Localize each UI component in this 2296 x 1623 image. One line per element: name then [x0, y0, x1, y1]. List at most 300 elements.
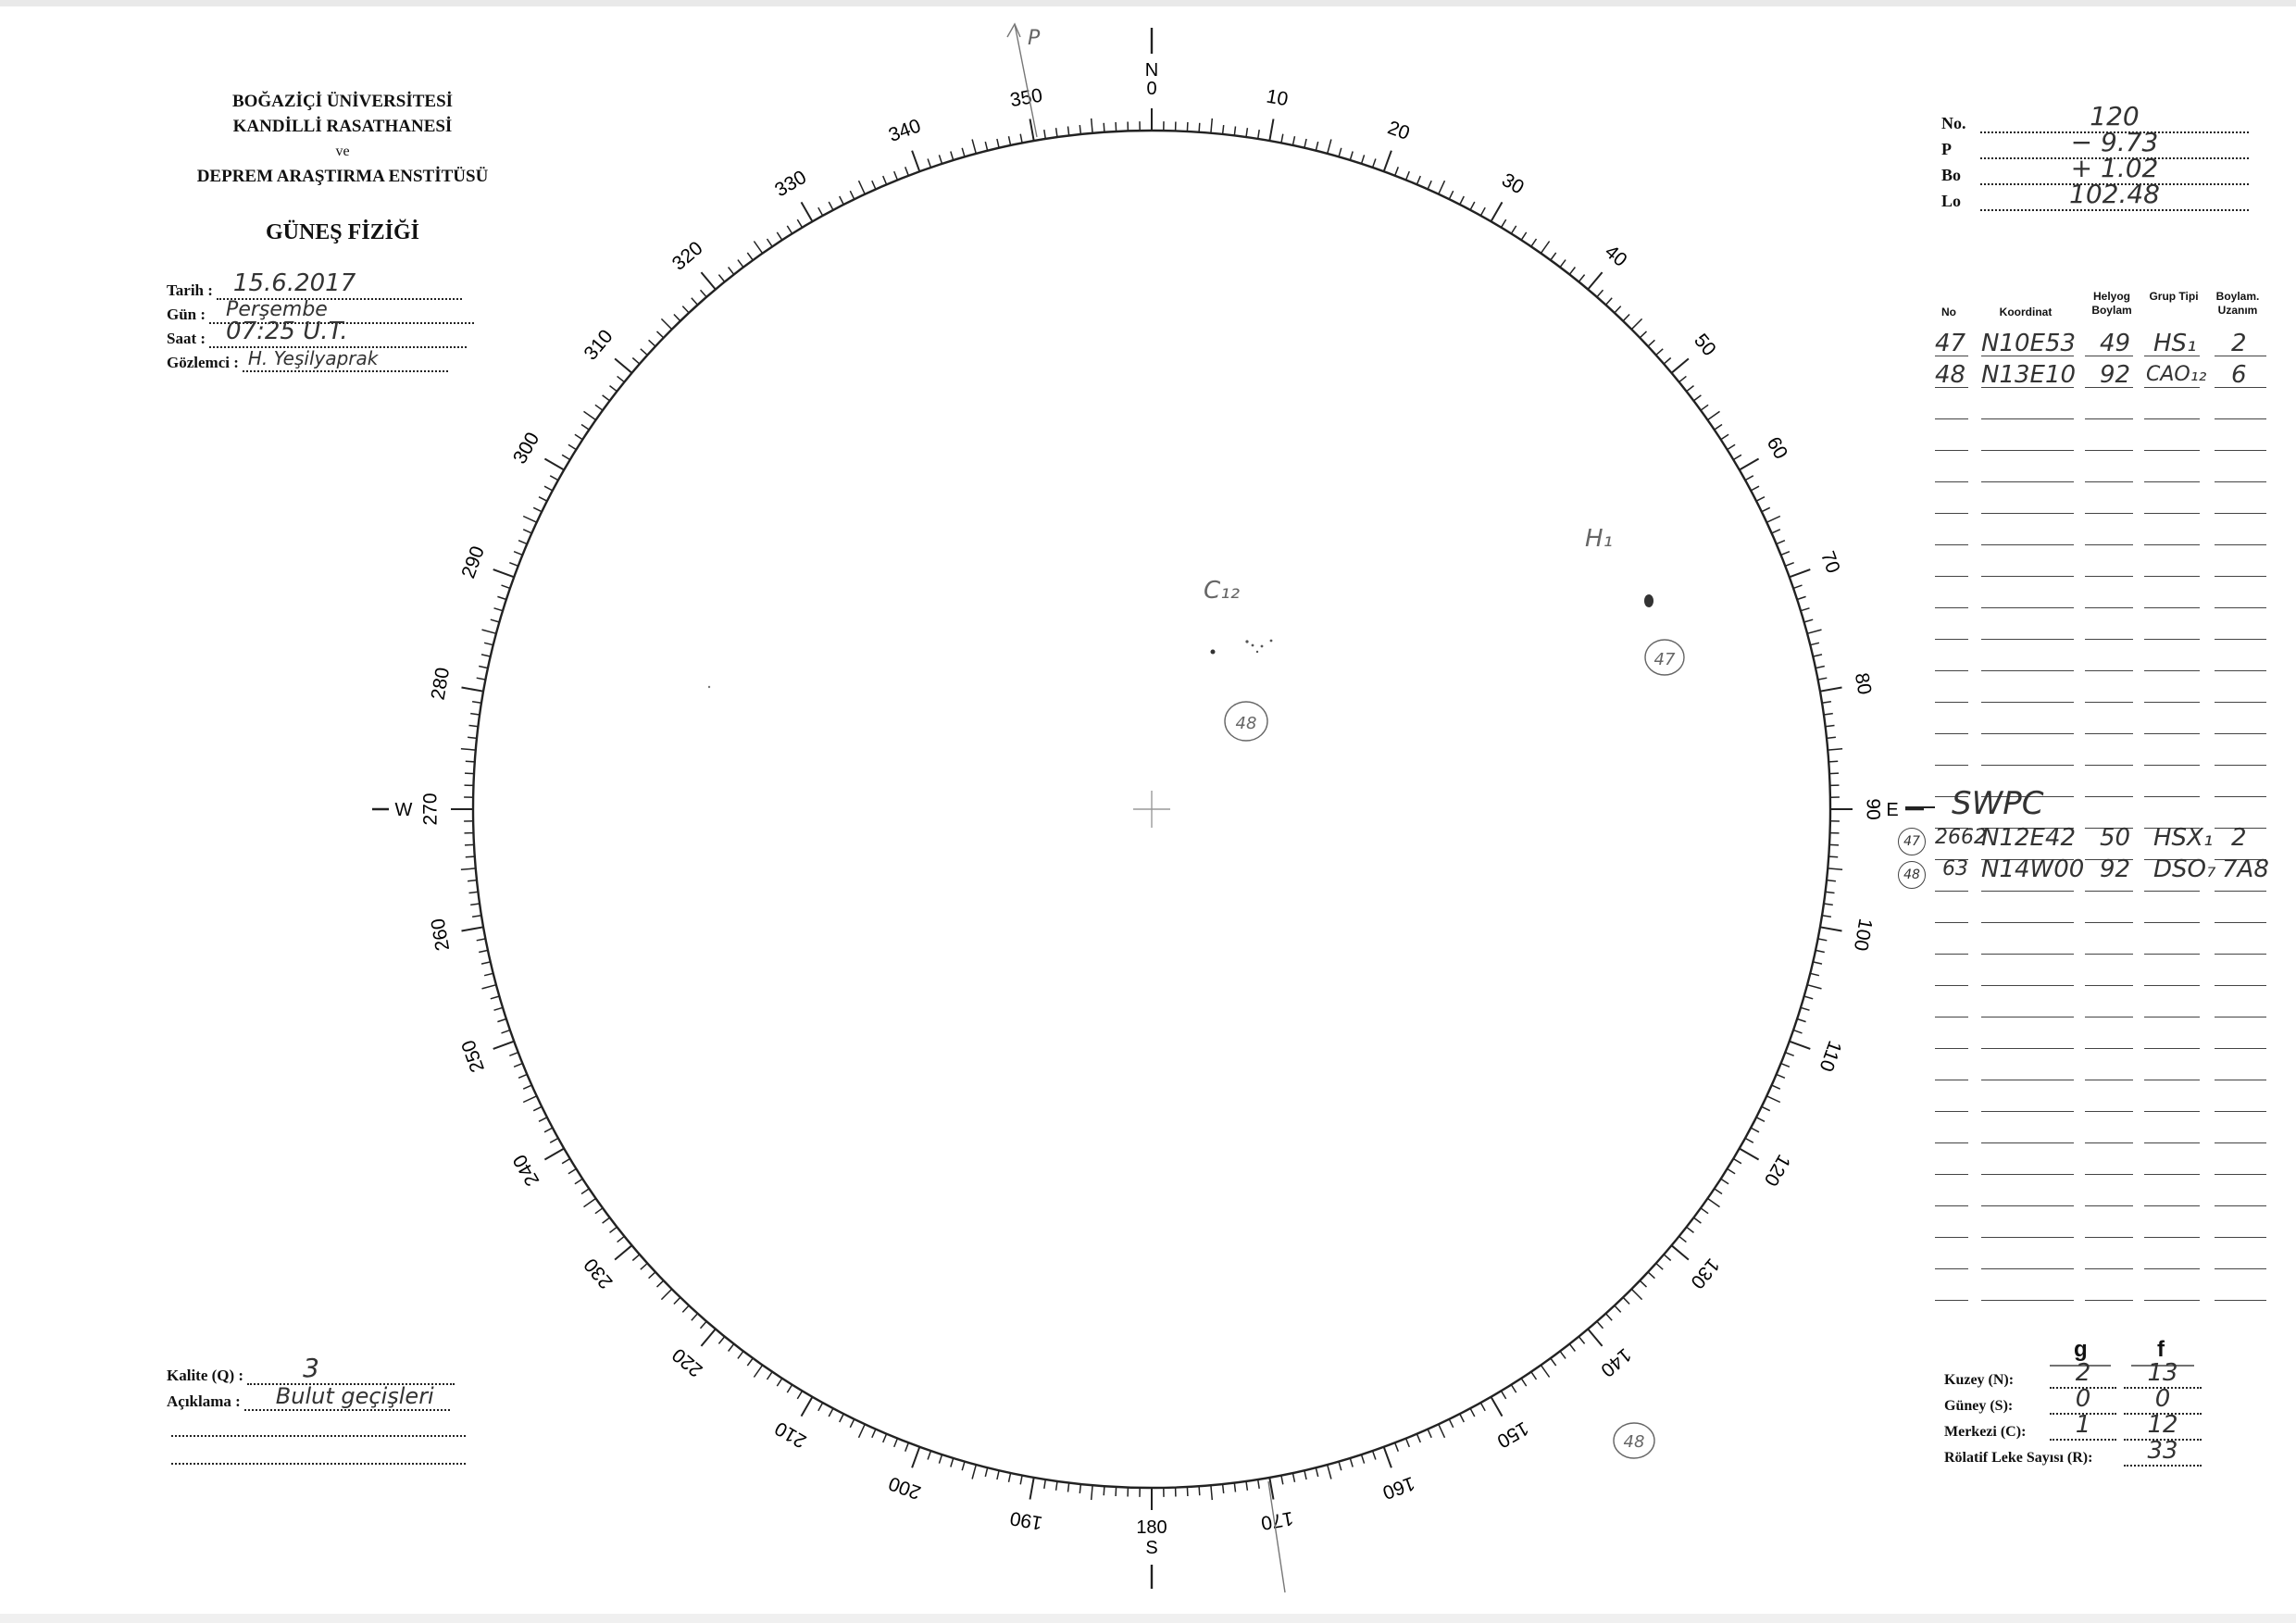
degree-tick — [494, 1007, 504, 1010]
count-relative-label: Rölatif Leke Sayısı (R): — [1944, 1450, 2093, 1466]
degree-tick — [1781, 552, 1790, 556]
degree-tick — [509, 563, 518, 567]
degree-tick — [1751, 486, 1759, 491]
degree-tick — [544, 1149, 564, 1160]
degree-tick — [951, 152, 954, 161]
swpc-row2-koordinat: N14W00 — [1981, 855, 2085, 883]
swpc-row1-tip: HSX₁ — [2153, 824, 2214, 852]
degree-tick — [894, 171, 898, 180]
degree-tick — [1790, 1042, 1811, 1049]
degree-tick — [466, 856, 475, 857]
institution-line-3: ve — [335, 144, 350, 159]
degree-tick — [1797, 596, 1806, 599]
degree-tick — [1656, 349, 1664, 356]
kalite-label: Kalite (Q) : — [167, 1367, 244, 1384]
degree-tick — [1480, 207, 1485, 216]
sunspot-c12-dot — [1252, 644, 1254, 647]
degree-tick — [1813, 962, 1822, 964]
degree-tick — [1721, 434, 1728, 440]
sunspot-c12-dot — [1261, 645, 1264, 648]
degree-label: 210 — [771, 1417, 810, 1453]
degree-tick — [939, 1454, 942, 1464]
swpc-row2-no: 63 — [1942, 857, 1968, 880]
degree-tick — [615, 1245, 631, 1259]
degree-tick — [701, 290, 707, 297]
degree-tick — [928, 1451, 930, 1459]
degree-tick — [1733, 1159, 1741, 1164]
degree-tick — [1316, 1467, 1317, 1477]
degree-tick — [1827, 737, 1836, 738]
degree-tick — [497, 596, 506, 599]
param-no-value: 120 — [2090, 101, 2140, 131]
degree-tick — [829, 202, 833, 210]
degree-tick — [618, 376, 625, 381]
degree-tick — [1395, 167, 1399, 175]
degree-label: 20 — [1384, 117, 1413, 144]
extra-circle-48-text: 48 — [1623, 1432, 1645, 1452]
degree-label: 160 — [1379, 1472, 1418, 1504]
degree-tick — [1079, 1484, 1080, 1493]
kalite-line — [247, 1353, 455, 1385]
degree-tick — [818, 207, 823, 216]
degree-tick — [674, 315, 680, 321]
degree-tick — [514, 552, 522, 556]
degree-label: 310 — [580, 325, 618, 365]
degree-tick — [747, 1358, 753, 1366]
degree-tick — [1258, 1479, 1260, 1489]
degree-tick — [1828, 868, 1842, 869]
degree-tick — [1384, 1447, 1391, 1468]
degree-tick — [632, 358, 640, 365]
degree-tick — [1762, 507, 1770, 511]
degree-tick — [479, 950, 488, 952]
sunspot-h1 — [1644, 594, 1653, 607]
degree-tick — [523, 1085, 531, 1089]
degree-tick — [562, 455, 570, 459]
degree-tick — [1751, 1128, 1759, 1132]
degree-tick — [1606, 298, 1613, 306]
degree-tick — [682, 306, 689, 313]
count-relative-line — [2124, 1437, 2202, 1467]
param-bo-label: Bo — [1941, 166, 1962, 184]
degree-tick — [1664, 1255, 1671, 1261]
degree-tick — [985, 142, 987, 151]
tarih-value: 15.6.2017 — [232, 269, 356, 297]
degree-label: 270 — [419, 793, 442, 826]
count-guney-f: 0 — [2154, 1385, 2171, 1413]
swpc-row2-ref: 48 — [1898, 861, 1926, 889]
degree-tick — [1816, 667, 1825, 668]
degree-tick — [802, 1397, 813, 1417]
degree-tick — [1606, 1314, 1613, 1321]
degree-tick — [1745, 476, 1753, 481]
institution-line-2: KANDİLLİ RASATHANESİ — [232, 117, 453, 136]
degree-label: 30 — [1498, 169, 1528, 199]
degree-tick — [859, 181, 866, 194]
degree-tick — [1551, 1358, 1556, 1366]
degree-tick — [1428, 181, 1431, 189]
degree-tick — [1829, 773, 1839, 774]
count-guney-label: Güney (S): — [1944, 1398, 2014, 1414]
degree-tick — [1804, 619, 1814, 622]
degree-tick — [767, 1372, 773, 1380]
north-letter: N — [1144, 60, 1159, 81]
degree-tick — [1304, 139, 1306, 148]
degree-tick — [1480, 1403, 1485, 1411]
degree-tick — [1707, 1198, 1719, 1206]
degree-tick — [905, 167, 909, 175]
degree-label: 60 — [1762, 433, 1792, 463]
degree-label: 330 — [771, 166, 810, 202]
form-title: GÜNEŞ FİZİĞİ — [265, 220, 420, 244]
degree-label: 320 — [668, 237, 707, 275]
degree-tick — [1578, 275, 1584, 282]
degree-tick — [1672, 1245, 1689, 1259]
degree-tick — [615, 358, 631, 372]
gozlemci-value: H. Yeşilyaprak — [247, 347, 379, 369]
degree-tick — [595, 405, 603, 410]
degree-tick — [462, 688, 484, 692]
degree-tick — [1460, 1414, 1465, 1422]
south-letter: S — [1145, 1538, 1158, 1558]
degree-tick — [1470, 202, 1475, 210]
degree-tick — [1316, 142, 1317, 151]
count-header-f: f — [2157, 1337, 2165, 1362]
param-p-label: P — [1941, 140, 1952, 158]
degree-tick — [1439, 1424, 1445, 1438]
count-merkezi-g: 1 — [2075, 1411, 2091, 1439]
degree-tick — [1187, 122, 1188, 131]
p-axis-label: P — [1028, 27, 1041, 50]
group-label-c12: C₁₂ — [1204, 577, 1240, 605]
degree-tick — [850, 191, 854, 199]
degree-tick — [1756, 1117, 1765, 1122]
group-label-h1: H₁ — [1585, 525, 1613, 553]
degree-tick — [718, 1337, 724, 1344]
degree-tick — [701, 1330, 715, 1346]
degree-tick — [754, 242, 762, 254]
degree-tick — [575, 1179, 582, 1184]
count-merkezi-label: Merkezi (C): — [1944, 1424, 2027, 1440]
sunspot-c12-dot — [1256, 651, 1258, 653]
degree-tick — [1491, 1397, 1503, 1417]
degree-tick — [465, 773, 474, 774]
degree-tick — [1648, 340, 1654, 346]
degree-tick — [1807, 630, 1822, 633]
degree-tick — [951, 1458, 954, 1467]
degree-tick — [497, 1019, 506, 1022]
degree-tick — [1560, 1351, 1566, 1358]
degree-tick — [481, 655, 491, 656]
degree-tick — [484, 973, 493, 975]
degree-tick — [1766, 1096, 1780, 1103]
swpc-row2-tip: DSO₇ — [2153, 855, 2216, 883]
degree-tick — [632, 1255, 640, 1261]
degree-tick — [641, 1264, 648, 1270]
degree-tick — [584, 1198, 596, 1206]
kalite-value: 3 — [303, 1353, 319, 1383]
degree-tick — [1781, 1064, 1790, 1067]
degree-tick — [1030, 119, 1034, 142]
degree-tick — [928, 159, 930, 168]
degree-tick — [1822, 916, 1831, 918]
degree-tick — [1460, 196, 1465, 205]
degree-tick — [1785, 1053, 1793, 1056]
degree-tick — [491, 996, 500, 999]
degree-tick — [1373, 1451, 1376, 1459]
degree-tick — [1258, 130, 1260, 139]
degree-tick — [568, 1168, 577, 1173]
count-merkezi-f: 12 — [2147, 1411, 2178, 1439]
stray-mark — [708, 686, 710, 688]
degree-tick — [1339, 1462, 1341, 1471]
degree-tick — [1818, 678, 1828, 680]
south-180: 180 — [1136, 1517, 1167, 1538]
degree-tick — [997, 139, 999, 148]
degree-tick — [1810, 643, 1819, 644]
degree-tick — [912, 151, 919, 172]
degree-tick — [1044, 1479, 1046, 1489]
degree-label: 220 — [668, 1343, 707, 1381]
degree-tick — [1656, 1264, 1664, 1270]
degree-tick — [1328, 140, 1331, 155]
degree-tick — [1234, 127, 1235, 136]
degree-tick — [701, 272, 715, 289]
count-guney-g: 0 — [2075, 1385, 2091, 1413]
degree-tick — [618, 1236, 625, 1242]
param-lo-label: Lo — [1941, 192, 1962, 210]
degree-tick — [584, 411, 596, 419]
degree-tick — [797, 219, 802, 228]
count-relative-value: 33 — [2147, 1437, 2178, 1465]
degree-label: 50 — [1690, 330, 1720, 361]
degree-tick — [1801, 1007, 1810, 1010]
degree-tick — [1733, 455, 1741, 459]
degree-tick — [850, 1419, 854, 1428]
degree-tick — [797, 1391, 802, 1399]
degree-tick — [477, 939, 486, 941]
degree-tick — [518, 1074, 527, 1078]
degree-tick — [1350, 152, 1353, 161]
degree-tick — [1772, 530, 1780, 533]
degree-tick — [1502, 1391, 1506, 1399]
degree-tick — [802, 202, 813, 221]
degree-tick — [544, 459, 564, 470]
degree-tick — [1824, 714, 1833, 715]
degree-tick — [787, 226, 792, 234]
degree-label: 110 — [1815, 1038, 1846, 1075]
row1-uzanim: 2 — [2231, 330, 2247, 357]
degree-tick — [657, 331, 664, 338]
degree-tick — [859, 1424, 866, 1438]
count-header-g: g — [2074, 1337, 2088, 1362]
degree-tick — [1728, 444, 1736, 449]
degree-tick — [514, 1064, 522, 1067]
degree-tick — [1790, 569, 1811, 577]
degree-tick — [1211, 119, 1212, 133]
degree-label: 190 — [1008, 1506, 1044, 1534]
degree-tick — [962, 1462, 965, 1471]
degree-tick — [1828, 761, 1838, 762]
degree-tick — [1044, 130, 1046, 139]
degree-label: 140 — [1596, 1343, 1636, 1381]
degree-tick — [912, 1447, 919, 1468]
degree-tick — [1009, 136, 1011, 145]
degree-tick — [477, 678, 486, 680]
degree-tick — [1068, 1483, 1069, 1492]
degree-tick — [1822, 702, 1831, 704]
degree-tick — [1531, 239, 1537, 246]
degree-tick — [1521, 232, 1527, 240]
degree-tick — [1640, 331, 1646, 338]
degree-tick — [550, 476, 558, 481]
degree-tick — [1234, 1483, 1235, 1492]
degree-tick — [1521, 1379, 1527, 1386]
degree-tick — [1578, 1337, 1584, 1344]
degree-tick — [1826, 726, 1835, 727]
degree-tick — [539, 497, 547, 502]
degree-label: 80 — [1850, 671, 1876, 697]
sunspot-c12-leader — [1211, 650, 1216, 655]
degree-tick — [1648, 1272, 1654, 1279]
degree-tick — [1777, 541, 1785, 544]
degree-tick — [1756, 497, 1765, 502]
degree-tick — [1740, 459, 1759, 470]
degree-tick — [603, 1217, 610, 1223]
degree-tick — [1728, 1168, 1736, 1173]
row2-uzanim: 6 — [2231, 361, 2247, 389]
degree-tick — [1199, 1486, 1200, 1495]
count-kuzey-f: 13 — [2147, 1359, 2178, 1387]
degree-label: 230 — [580, 1254, 618, 1293]
degree-tick — [1511, 226, 1516, 234]
degree-tick — [729, 268, 734, 275]
degree-label: 10 — [1264, 85, 1290, 111]
aciklama-extra-line-1 — [171, 1435, 466, 1437]
degree-tick — [738, 1351, 743, 1358]
row1-boylam: 49 — [2100, 330, 2131, 357]
degree-tick — [610, 386, 618, 392]
degree-label: 290 — [457, 543, 489, 581]
degree-tick — [523, 1096, 537, 1103]
degree-tick — [1030, 1478, 1034, 1500]
degree-tick — [1187, 1487, 1188, 1496]
kalite-field[interactable] — [167, 1353, 455, 1385]
degree-tick — [1824, 904, 1833, 905]
degree-tick — [1350, 1458, 1353, 1467]
param-bo-value: + 1.02 — [2070, 153, 2159, 183]
west-letter: W — [394, 800, 413, 820]
tarih-label: Tarih : — [167, 281, 213, 299]
degree-tick — [729, 1344, 734, 1352]
degree-tick — [1020, 1476, 1022, 1485]
degree-tick — [1269, 119, 1273, 142]
degree-tick — [1707, 411, 1719, 419]
degree-tick — [657, 1280, 664, 1287]
swpc-row1-ref: 47 — [1898, 828, 1926, 855]
degree-tick — [1820, 688, 1842, 692]
degree-tick — [466, 761, 475, 762]
aciklama-value: Bulut geçişleri — [275, 1383, 434, 1409]
degree-tick — [1631, 1289, 1641, 1299]
degree-tick — [883, 176, 887, 184]
degree-tick — [777, 232, 782, 240]
degree-tick — [1664, 358, 1671, 365]
degree-label: 170 — [1259, 1506, 1295, 1534]
degree-tick — [494, 608, 504, 611]
degree-tick — [1701, 405, 1708, 410]
degree-tick — [539, 1117, 547, 1122]
degree-label: 200 — [885, 1472, 924, 1504]
degree-tick — [1449, 191, 1453, 199]
degree-tick — [674, 1297, 680, 1304]
degree-tick — [502, 1030, 510, 1033]
degree-tick — [562, 1159, 570, 1164]
degree-tick — [641, 349, 648, 356]
degree-tick — [649, 340, 655, 346]
degree-tick — [1541, 1365, 1549, 1377]
th-grup: Grup Tipi — [2149, 290, 2199, 303]
degree-tick — [468, 737, 477, 738]
degree-tick — [1623, 315, 1629, 321]
degree-tick — [1056, 128, 1057, 137]
degree-tick — [1827, 880, 1836, 881]
degree-tick — [1531, 1372, 1537, 1380]
degree-tick — [491, 619, 500, 622]
degree-tick — [1793, 585, 1802, 588]
degree-tick — [661, 318, 671, 329]
degree-tick — [1721, 1179, 1728, 1184]
degree-label: 150 — [1493, 1417, 1532, 1453]
degree-tick — [472, 702, 481, 704]
degree-tick — [718, 275, 724, 282]
degree-tick — [1828, 856, 1838, 857]
row1-no: 47 — [1935, 330, 1966, 357]
degree-label: 70 — [1816, 548, 1844, 577]
degree-tick — [1304, 1470, 1306, 1479]
group-circle-48-text: 48 — [1235, 714, 1257, 733]
degree-label: 300 — [508, 429, 544, 468]
degree-tick — [818, 1403, 823, 1411]
degree-tick — [692, 1314, 698, 1321]
degree-tick — [894, 1439, 898, 1447]
count-relative[interactable] — [1944, 1437, 2202, 1467]
degree-tick — [1693, 1217, 1701, 1223]
degree-tick — [701, 1321, 707, 1329]
degree-tick — [1569, 1344, 1575, 1352]
group-circle-47-text: 47 — [1653, 650, 1676, 669]
row1-koordinat: N10E53 — [1981, 330, 2077, 357]
degree-tick — [465, 844, 474, 845]
degree-tick — [1009, 1473, 1011, 1482]
degree-tick — [472, 916, 481, 918]
degree-tick — [468, 880, 477, 881]
count-merkezi-g-line — [2050, 1411, 2116, 1441]
degree-tick — [1597, 1321, 1603, 1329]
degree-tick — [872, 1429, 876, 1438]
degree-tick — [1588, 1330, 1602, 1346]
degree-tick — [493, 569, 515, 577]
degree-tick — [493, 1042, 515, 1049]
degree-tick — [1246, 128, 1247, 137]
degree-tick — [1829, 844, 1839, 845]
degree-tick — [595, 1208, 603, 1214]
degree-tick — [1211, 1485, 1212, 1500]
degree-tick — [1715, 1189, 1722, 1194]
aciklama-field[interactable] — [167, 1383, 450, 1411]
degree-tick — [972, 140, 976, 155]
row2-no: 48 — [1935, 361, 1966, 389]
